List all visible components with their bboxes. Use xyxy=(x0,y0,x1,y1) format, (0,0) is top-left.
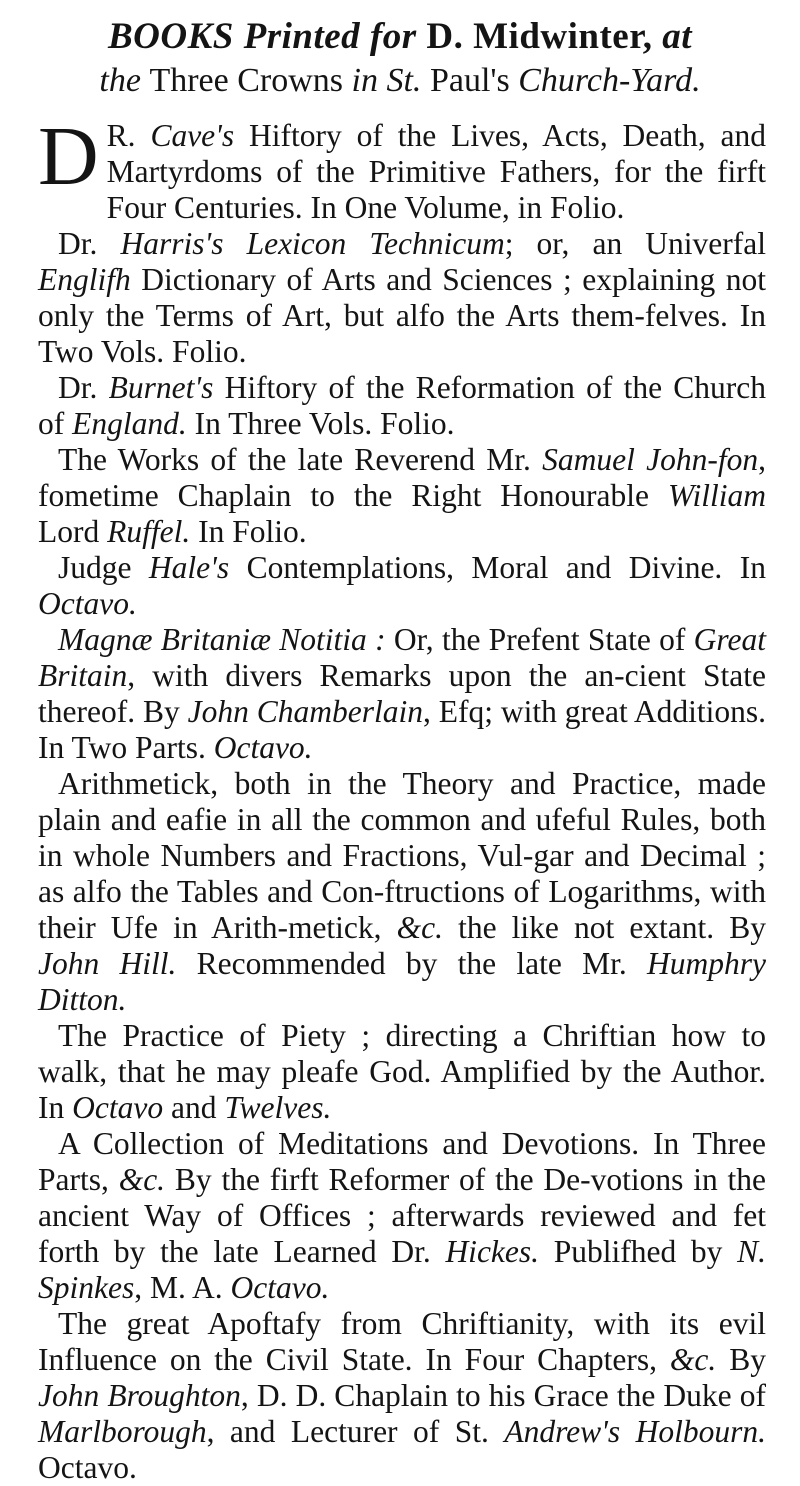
header-the: the xyxy=(99,62,141,100)
header-three-crowns: Three Crowns xyxy=(149,62,344,100)
entry-practice-of-piety: The Practice of Piety ; directing a Chriftian how to walk, that he may pleafe God. Amplified by the Author. In Octavo and Twelves. xyxy=(38,1018,766,1125)
header-printed-for: Printed for xyxy=(243,16,417,57)
entry-lexicon-technicum: Dr. Harris's Lexicon Technicum; or, an Univerfal Englifh Dictionary of Arts and Sciences ; explaining not only the Terms of Art, but alfo the Arts them-felves. In Two Vols. Folio. xyxy=(38,226,766,369)
header-books: BOOKS xyxy=(107,16,234,57)
page-header xyxy=(0,14,800,103)
entry-johnson-works: The Works of the late Reverend Mr. Samuel John-fon, fometime Chaplain to the Right Honourable William Lord Ruffel. In Folio. xyxy=(38,442,766,549)
entry-arithmetick: Arithmetick, both in the Theory and Practice, made plain and eafie in all the common and ufeful Rules, both in whole Numbers and Fractions, Vul-gar and Decimal ; as alfo the Tables and Con-ftructions of Logarithms, with their Ufe in Arith-metick, &c. the like not extant. By John Hill. Recommended by the late Mr. Humphry Ditton. xyxy=(38,766,767,1017)
header-at: at xyxy=(662,16,693,57)
entry-cave-history: D R. Cave's Hiftory of the Lives, Acts, Death, and Martyrdoms of the Primitive Fathers, for the firft Four Centuries. In One Volume, in Folio. xyxy=(38,110,766,225)
header-in-st: in St. xyxy=(351,62,422,100)
drop-cap: D xyxy=(38,110,99,203)
entry-hale-contemplations: Judge Hale's Contemplations, Moral and Divine. In Octavo. xyxy=(38,550,766,621)
entry-meditations-devotions: A Collection of Meditations and Devotions. In Three Parts, &c. By the firft Reformer of the De-votions in the ancient Way of Offices ; afterwards reviewed and fet forth by the late Learned Dr. Hickes. Publifhed by N. Spinkes, M. A. Octavo. xyxy=(38,1126,767,1305)
entry-burnet-reformation: Dr. Burnet's Hiftory of the Reformation of the Church of England. In Three Vols. Folio. xyxy=(38,370,767,441)
entry-magnae-britaniae: Magnæ Britaniæ Notitia : Or, the Prefent State of Great Britain, with divers Remarks upon the an-cient State thereof. By John Chamberlain, Efq; with great Additions. In Two Parts. Octavo. xyxy=(38,622,766,765)
header-line-1 xyxy=(0,14,800,60)
header-churchyard: Church-Yard. xyxy=(518,62,701,100)
header-publisher: D. Midwinter, xyxy=(426,16,653,57)
header-pauls: Paul's xyxy=(429,62,510,100)
book-list xyxy=(38,110,767,1486)
header-line-2 xyxy=(0,60,800,103)
entry-great-apostasy: The great Apoftafy from Chriftianity, with its evil Influence on the Civil State. In Four Chapters, &c. By John Broughton, D. D. Chaplain to his Grace the Duke of Marlborough, and Lecturer of St. Andrew's Holbourn. Octavo. xyxy=(38,1306,766,1485)
